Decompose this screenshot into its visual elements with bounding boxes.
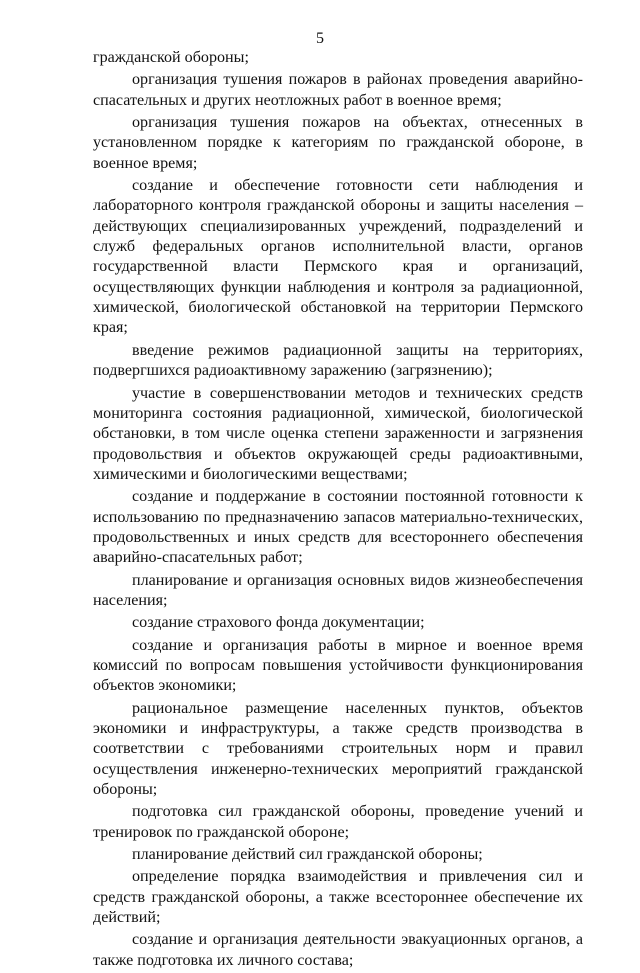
paragraph: организация тушения пожаров в районах проведения аварийно-спасательных и других неотложных работ в военное время; <box>93 71 583 109</box>
paragraph: определение порядка взаимодействия и привлечения сил и средств гражданской обороны, а также всестороннее обеспечение их действий; <box>93 868 583 927</box>
paragraph: создание и организация работы в мирное и военное время комиссий по вопросам повышения устойчивости функционирования объектов экономики; <box>93 636 583 695</box>
paragraph: рациональное размещение населенных пунктов, объектов экономики и инфраструктуры, а также средств производства в соответствии с требованиями строительных норм и правил осуществления инженерно-технических мероприятий гражданской обороны; <box>93 699 583 799</box>
paragraph: введение режимов радиационной защиты на территориях, подвергшихся радиоактивному заражению (загрязнению); <box>93 341 583 380</box>
paragraph: гражданской обороны; <box>93 49 249 66</box>
paragraph: создание и поддержание в состоянии постоянной готовности к использованию по предназначению запасов материально-технических, продовольственных и иных средств для всестороннего обеспечения аварийно-спасательных работ; <box>93 488 583 567</box>
paragraph: планирование действий сил гражданской обороны; <box>132 846 483 864</box>
paragraph: планирование и организация основных видов жизнеобеспечения населения; <box>93 571 583 609</box>
paragraph: создание и обеспечение готовности сети наблюдения и лабораторного контроля гражданской обороны и защиты населения – действующих специализированных учреждений, подразделений и служб федеральных органов исполнительной власти, органов государственной власти Пермского края и организаций, осуществляющих функции наблюдения и контроля за радиационной, химической, биологической обстановкой на территории Пермского края; <box>93 177 583 337</box>
paragraph: создание страхового фонда документации; <box>132 614 425 632</box>
paragraph: организация тушения пожаров на объектах, отнесенных в установленном порядке к категориям по гражданской обороне, в военное время; <box>93 114 583 172</box>
page-number: 5 <box>316 30 324 47</box>
paragraph: подготовка сил гражданской обороны, проведение учений и тренировок по гражданской обороне; <box>93 803 583 841</box>
paragraph: создание и организация деятельности эвакуационных органов, а также подготовка их личного состава; <box>93 931 583 969</box>
document-body <box>93 48 583 973</box>
paragraph: участие в совершенствовании методов и технических средств мониторинга состояния радиационной, химической, биологической обстановки, в том числе оценка степени зараженности и загрязнения продовольствия и объектов окружающей среды радиоактивными, химическими и биологическими веществами; <box>93 384 583 483</box>
